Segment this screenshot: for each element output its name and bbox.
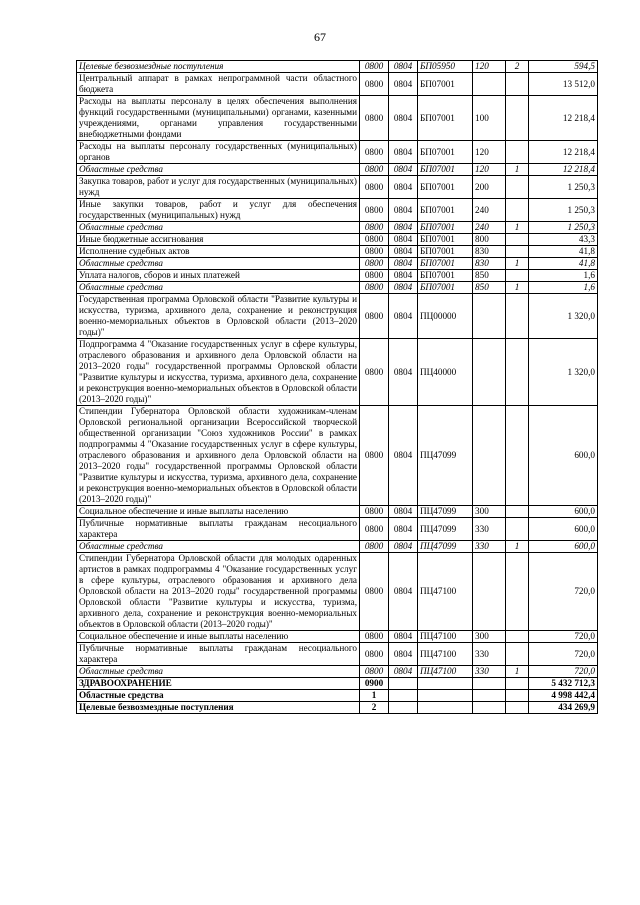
- row-expense-type: 330: [473, 541, 506, 553]
- row-target-article: БП07001: [418, 141, 473, 164]
- row-target-article: БП05950: [418, 61, 473, 73]
- row-amount: 600,0: [529, 541, 598, 553]
- row-expense-type: [473, 73, 506, 96]
- row-amount: 5 432 712,3: [529, 678, 598, 690]
- table-row: [77, 176, 598, 199]
- row-target-article: БП07001: [418, 73, 473, 96]
- row-amount: 600,0: [529, 506, 598, 518]
- row-target-article: БП07001: [418, 96, 473, 141]
- row-subsection: 0804: [389, 96, 418, 141]
- row-amount: 720,0: [529, 666, 598, 678]
- row-source: [506, 678, 529, 690]
- row-name: Областные средства: [77, 258, 360, 270]
- table-row: [77, 339, 598, 406]
- row-expense-type: 330: [473, 643, 506, 666]
- row-target-article: ПЦ47099: [418, 541, 473, 553]
- row-source: [506, 406, 529, 506]
- row-name: Центральный аппарат в рамках непрограммной части областного бюджета: [77, 73, 360, 96]
- row-source: 1: [506, 541, 529, 553]
- row-subsection: 0804: [389, 339, 418, 406]
- row-amount: 720,0: [529, 631, 598, 643]
- row-source: [506, 518, 529, 541]
- row-name: Иные бюджетные ассигнования: [77, 234, 360, 246]
- row-expense-type: [473, 406, 506, 506]
- row-target-article: ПЦ47100: [418, 643, 473, 666]
- row-expense-type: 100: [473, 96, 506, 141]
- table-row: [77, 643, 598, 666]
- row-amount: 1,6: [529, 282, 598, 294]
- row-subsection: 0804: [389, 282, 418, 294]
- row-target-article: БП07001: [418, 282, 473, 294]
- row-name: Исполнение судебных актов: [77, 246, 360, 258]
- row-expense-type: 830: [473, 258, 506, 270]
- row-section: 0800: [360, 282, 389, 294]
- row-source: 1: [506, 164, 529, 176]
- row-subsection: 0804: [389, 258, 418, 270]
- row-source: 1: [506, 258, 529, 270]
- row-expense-type: 330: [473, 666, 506, 678]
- table-row: [77, 73, 598, 96]
- table-row: [77, 518, 598, 541]
- row-subsection: 0804: [389, 406, 418, 506]
- row-target-article: БП07001: [418, 222, 473, 234]
- row-amount: 600,0: [529, 406, 598, 506]
- row-expense-type: [473, 294, 506, 339]
- table-row: [77, 631, 598, 643]
- row-expense-type: 850: [473, 270, 506, 282]
- budget-table-body: [77, 61, 598, 714]
- row-amount: 12 218,4: [529, 141, 598, 164]
- row-name: Публичные нормативные выплаты гражданам несоциального характера: [77, 643, 360, 666]
- row-expense-type: 300: [473, 631, 506, 643]
- row-section: 0800: [360, 176, 389, 199]
- row-name: Подпрограмма 4 "Оказание государственных услуг в сфере культуры, отраслевого образования и архивного дела Орловской области на 2013–2020 годы" государственной программы Орловской области "Развитие культуры и искусства, туризма, архивного дела, сохранение и реконструкция военно-мемориальных объектов в Орловской области (2013–2020 годы)": [77, 339, 360, 406]
- row-section: 0800: [360, 541, 389, 553]
- row-section: 0800: [360, 141, 389, 164]
- row-source: [506, 702, 529, 714]
- row-amount: 434 269,9: [529, 702, 598, 714]
- row-subsection: 0804: [389, 141, 418, 164]
- table-row: [77, 141, 598, 164]
- row-target-article: БП07001: [418, 246, 473, 258]
- row-section: 0800: [360, 506, 389, 518]
- row-section: 0800: [360, 164, 389, 176]
- row-name: Государственная программа Орловской области "Развитие культуры и искусства, туризма, архивного дела, сохранение и реконструкция военно-мемориальных объектов в Орловской области (2013–2020 годы)": [77, 294, 360, 339]
- row-source: [506, 294, 529, 339]
- row-amount: 1 250,3: [529, 222, 598, 234]
- row-subsection: 0804: [389, 61, 418, 73]
- row-amount: 600,0: [529, 518, 598, 541]
- table-row: [77, 666, 598, 678]
- row-source: [506, 73, 529, 96]
- row-section: 0800: [360, 553, 389, 631]
- table-row: [77, 553, 598, 631]
- row-expense-type: 120: [473, 164, 506, 176]
- row-source: 1: [506, 222, 529, 234]
- row-source: [506, 690, 529, 702]
- row-subsection: 0804: [389, 164, 418, 176]
- row-section: 0800: [360, 666, 389, 678]
- table-row: [77, 199, 598, 222]
- row-source: [506, 246, 529, 258]
- table-row: [77, 270, 598, 282]
- row-subsection: 0804: [389, 270, 418, 282]
- row-name: Стипендии Губернатора Орловской области для молодых одаренных артистов в рамках подпрограммы 4 "Оказание государственных услуг в сфере культуры, отраслевого образования и архивного дела Орловской области на 2013–2020 годы" государственной программы Орловской области "Развитие культуры и искусства, туризма, архивного дела, сохранение и реконструкция военно-мемориальных объектов в Орловской области (2013–2020 годы)": [77, 553, 360, 631]
- row-subsection: [389, 690, 418, 702]
- row-source: [506, 199, 529, 222]
- row-source: 2: [506, 61, 529, 73]
- row-source: [506, 506, 529, 518]
- row-expense-type: 800: [473, 234, 506, 246]
- row-amount: 720,0: [529, 553, 598, 631]
- table-row: [77, 506, 598, 518]
- row-subsection: 0804: [389, 294, 418, 339]
- row-section: 0800: [360, 518, 389, 541]
- row-target-article: ПЦ47100: [418, 553, 473, 631]
- row-target-article: БП07001: [418, 199, 473, 222]
- row-target-article: БП07001: [418, 258, 473, 270]
- table-row: [77, 258, 598, 270]
- row-amount: 1 320,0: [529, 294, 598, 339]
- table-row: [77, 678, 598, 690]
- row-expense-type: 240: [473, 199, 506, 222]
- row-name: ЗДРАВООХРАНЕНИЕ: [77, 678, 360, 690]
- row-source: [506, 631, 529, 643]
- row-amount: 1,6: [529, 270, 598, 282]
- row-name: Уплата налогов, сборов и иных платежей: [77, 270, 360, 282]
- row-amount: 41,8: [529, 246, 598, 258]
- row-expense-type: [473, 690, 506, 702]
- row-target-article: ПЦ40000: [418, 339, 473, 406]
- row-expense-type: 240: [473, 222, 506, 234]
- row-target-article: БП07001: [418, 164, 473, 176]
- row-section: 1: [360, 690, 389, 702]
- row-target-article: БП07001: [418, 234, 473, 246]
- row-subsection: 0804: [389, 666, 418, 678]
- budget-table: [76, 60, 598, 714]
- row-source: [506, 234, 529, 246]
- row-amount: 4 998 442,4: [529, 690, 598, 702]
- row-amount: 720,0: [529, 643, 598, 666]
- row-amount: 1 250,3: [529, 199, 598, 222]
- row-expense-type: 300: [473, 506, 506, 518]
- row-expense-type: 120: [473, 141, 506, 164]
- row-subsection: 0804: [389, 553, 418, 631]
- row-subsection: 0804: [389, 541, 418, 553]
- row-source: [506, 643, 529, 666]
- row-target-article: [418, 690, 473, 702]
- table-row: [77, 246, 598, 258]
- row-subsection: 0804: [389, 199, 418, 222]
- row-target-article: ПЦ47099: [418, 518, 473, 541]
- row-target-article: ПЦ47100: [418, 631, 473, 643]
- row-name: Социальное обеспечение и иные выплаты населению: [77, 506, 360, 518]
- row-name: Расходы на выплаты персоналу государственных (муниципальных) органов: [77, 141, 360, 164]
- row-expense-type: [473, 702, 506, 714]
- row-section: 0800: [360, 222, 389, 234]
- row-section: 0900: [360, 678, 389, 690]
- row-subsection: 0804: [389, 73, 418, 96]
- row-section: 0800: [360, 199, 389, 222]
- row-subsection: 0804: [389, 246, 418, 258]
- row-section: 0800: [360, 61, 389, 73]
- row-subsection: 0804: [389, 518, 418, 541]
- row-subsection: 0804: [389, 222, 418, 234]
- row-expense-type: 120: [473, 61, 506, 73]
- row-expense-type: 330: [473, 518, 506, 541]
- table-row: [77, 541, 598, 553]
- row-amount: 594,5: [529, 61, 598, 73]
- row-amount: 43,3: [529, 234, 598, 246]
- table-row: [77, 164, 598, 176]
- row-subsection: 0804: [389, 234, 418, 246]
- row-section: 2: [360, 702, 389, 714]
- row-target-article: [418, 678, 473, 690]
- row-source: 1: [506, 666, 529, 678]
- row-section: 0800: [360, 643, 389, 666]
- row-subsection: 0804: [389, 631, 418, 643]
- row-name: Целевые безвозмездные поступления: [77, 61, 360, 73]
- row-target-article: БП07001: [418, 176, 473, 199]
- row-source: [506, 553, 529, 631]
- row-target-article: БП07001: [418, 270, 473, 282]
- row-target-article: [418, 702, 473, 714]
- table-row: [77, 222, 598, 234]
- table-row: [77, 61, 598, 73]
- table-row: [77, 294, 598, 339]
- row-name: Областные средства: [77, 666, 360, 678]
- row-expense-type: 830: [473, 246, 506, 258]
- row-name: Публичные нормативные выплаты гражданам несоциального характера: [77, 518, 360, 541]
- row-subsection: 0804: [389, 643, 418, 666]
- row-name: Иные закупки товаров, работ и услуг для обеспечения государственных (муниципальных) нужд: [77, 199, 360, 222]
- row-target-article: ПЦ47099: [418, 406, 473, 506]
- row-subsection: 0804: [389, 506, 418, 518]
- row-section: 0800: [360, 246, 389, 258]
- row-amount: 12 218,4: [529, 96, 598, 141]
- row-subsection: 0804: [389, 176, 418, 199]
- table-row: [77, 406, 598, 506]
- row-name: Расходы на выплаты персоналу в целях обеспечения выполнения функций государственными (муниципальными) органами, казенными учреждениями, органами управления государственными внебюджетными фондами: [77, 96, 360, 141]
- row-name: Областные средства: [77, 222, 360, 234]
- row-amount: 41,8: [529, 258, 598, 270]
- row-section: 0800: [360, 270, 389, 282]
- row-section: 0800: [360, 73, 389, 96]
- row-source: [506, 270, 529, 282]
- row-name: Целевые безвозмездные поступления: [77, 702, 360, 714]
- row-name: Областные средства: [77, 164, 360, 176]
- row-name: Социальное обеспечение и иные выплаты населению: [77, 631, 360, 643]
- row-name: Закупка товаров, работ и услуг для государственных (муниципальных) нужд: [77, 176, 360, 199]
- row-expense-type: [473, 678, 506, 690]
- row-amount: 1 320,0: [529, 339, 598, 406]
- row-section: 0800: [360, 294, 389, 339]
- row-amount: 1 250,3: [529, 176, 598, 199]
- table-row: [77, 96, 598, 141]
- table-row: [77, 234, 598, 246]
- row-source: [506, 176, 529, 199]
- row-name: Областные средства: [77, 690, 360, 702]
- row-amount: 12 218,4: [529, 164, 598, 176]
- row-name: Областные средства: [77, 541, 360, 553]
- table-row: [77, 690, 598, 702]
- page-number: 67: [314, 30, 326, 44]
- row-subsection: [389, 702, 418, 714]
- row-target-article: ПЦ00000: [418, 294, 473, 339]
- row-source: 1: [506, 282, 529, 294]
- row-name: Областные средства: [77, 282, 360, 294]
- row-section: 0800: [360, 631, 389, 643]
- row-target-article: ПЦ47099: [418, 506, 473, 518]
- table-row: [77, 702, 598, 714]
- row-section: 0800: [360, 406, 389, 506]
- row-expense-type: 850: [473, 282, 506, 294]
- row-source: [506, 339, 529, 406]
- row-target-article: ПЦ47100: [418, 666, 473, 678]
- row-name: Стипендии Губернатора Орловской области художникам-членам Орловской региональной организации Всероссийской творческой общественной организации "Союз художников России" в рамках подпрограммы 4 "Оказание государственных услуг в сфере культуры, отраслевого образования и архивного дела Орловской области на 2013–2020 годы" государственной программы Орловской области "Развитие культуры и искусства, туризма, архивного дела, сохранение и реконструкция военно-мемориальных объектов в Орловской области (2013–2020 годы)": [77, 406, 360, 506]
- row-subsection: [389, 678, 418, 690]
- row-source: [506, 96, 529, 141]
- row-section: 0800: [360, 339, 389, 406]
- row-expense-type: 200: [473, 176, 506, 199]
- row-section: 0800: [360, 258, 389, 270]
- row-section: 0800: [360, 96, 389, 141]
- row-expense-type: [473, 339, 506, 406]
- row-expense-type: [473, 553, 506, 631]
- row-section: 0800: [360, 234, 389, 246]
- row-amount: 13 512,0: [529, 73, 598, 96]
- table-row: [77, 282, 598, 294]
- row-source: [506, 141, 529, 164]
